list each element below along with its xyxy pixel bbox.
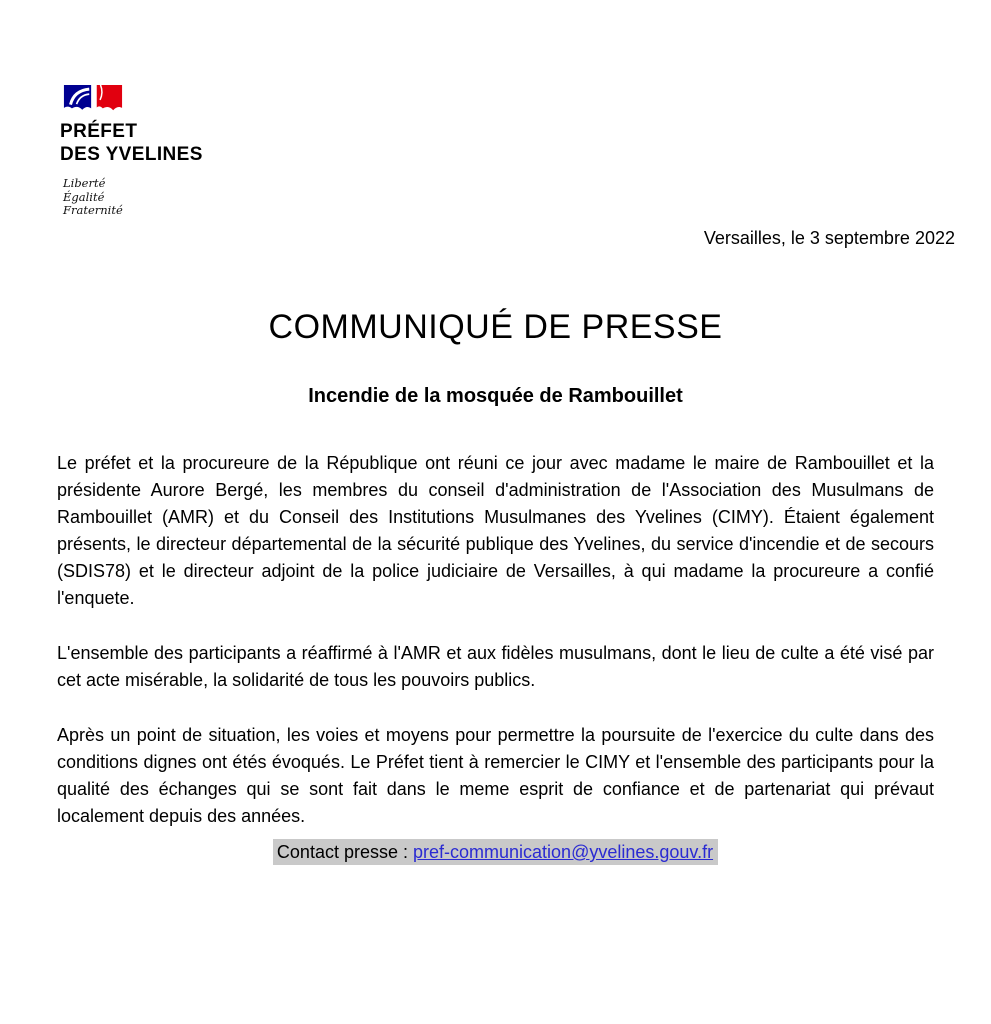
motto-fraternite: Fraternité xyxy=(63,203,123,217)
logo-title-line2: DES YVELINES xyxy=(60,144,203,165)
logo-title xyxy=(60,120,203,166)
contact-email-link[interactable]: pref-communication@yvelines.gouv.fr xyxy=(413,842,714,862)
prefet-logo xyxy=(60,84,203,218)
logo-title-line1: PRÉFET xyxy=(60,121,138,142)
press-release-title: COMMUNIQUÉ DE PRESSE xyxy=(268,308,723,346)
body-paragraph-2: L'ensemble des participants a réaffirmé à l'AMR et aux fidèles musulmans, dont le lieu de culte a été visé par cet acte misérable, la solidarité de tous les pouvoirs publics. xyxy=(57,643,934,690)
french-flag-icon xyxy=(62,84,124,114)
contact-highlight xyxy=(273,839,718,865)
motto-liberte: Liberté xyxy=(63,176,106,190)
contact-presse-label: Contact presse : xyxy=(276,842,413,862)
dateline: Versailles, le 3 septembre 2022 xyxy=(703,228,955,248)
body-paragraph-3: Après un point de situation, les voies et moyens pour permettre la poursuite de l'exercice du culte dans des conditions dignes ont étés évoqués. Le Préfet tient à remercier le CIMY et l'ensemble des participants pour la qualité des échanges qui se sont fait dans le meme esprit de confiance et de partenariat qui prévaut localement depuis des années. xyxy=(57,725,934,826)
contact-line xyxy=(0,842,991,863)
body-paragraph-1: Le préfet et la procureure de la République ont réuni ce jour avec madame le maire de Rambouillet et la présidente Aurore Bergé, les membres du conseil d'administration de l'Association des Musulmans de Rambouillet (AMR) et du Conseil des Institutions Musulmanes des Yvelines (CIMY). Étaient également présents, le directeur départemental de la sécurité publique des Yvelines, du service d'incendie et de secours (SDIS78) et le directeur adjoint de la police judiciaire de Versailles, à qui madame la procureure a confié l'enquete. xyxy=(57,453,934,608)
logo-motto xyxy=(63,177,203,218)
body-text xyxy=(57,450,934,858)
press-release-subject: Incendie de la mosquée de Rambouillet xyxy=(308,385,683,407)
motto-egalite: Égalité xyxy=(63,189,105,204)
